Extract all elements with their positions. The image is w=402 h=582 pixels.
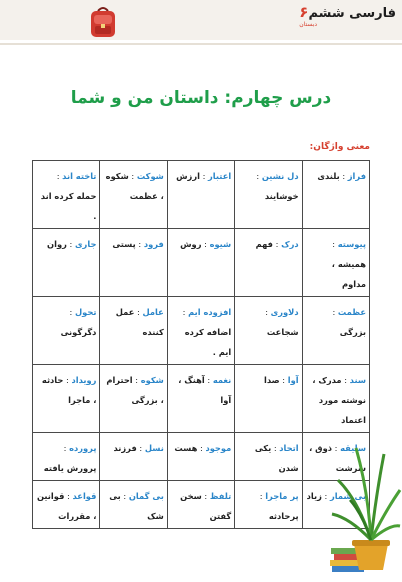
vocab-cell	[100, 481, 167, 529]
vocab-cell	[167, 297, 234, 365]
term-separator: :	[199, 171, 209, 181]
term-separator: :	[136, 443, 145, 453]
vocab-term: نسل	[144, 443, 164, 453]
vocab-cell	[167, 229, 234, 297]
vocab-meaning: روش	[180, 239, 202, 249]
vocab-row	[33, 161, 370, 229]
vocab-meaning: اضافه کرده ایم .	[184, 327, 232, 357]
vocab-term: بی گمان	[128, 491, 164, 501]
vocab-term: بی شمار	[329, 491, 366, 501]
vocabulary-table-body	[33, 161, 370, 529]
vocab-term: آوا	[287, 375, 299, 385]
vocab-term: دل نشین	[261, 171, 299, 181]
vocab-cell	[167, 481, 234, 529]
vocab-meaning: پستی	[112, 239, 136, 249]
vocab-term: افزوده ایم	[188, 307, 232, 317]
vocab-meaning: همیشه ، مداوم	[331, 259, 366, 289]
vocab-term: فرود	[143, 239, 164, 249]
term-separator: :	[63, 375, 72, 385]
potted-plant-illustration	[328, 440, 402, 582]
vocab-cell	[33, 433, 100, 481]
term-separator: :	[135, 239, 144, 249]
vocab-row	[33, 297, 370, 365]
term-separator: :	[331, 443, 341, 453]
vocab-cell	[302, 161, 369, 229]
vocab-meaning: قوانین ، مقررات	[36, 491, 97, 521]
vocab-cell	[100, 297, 167, 365]
vocab-meaning: بلندی	[317, 171, 340, 181]
term-separator: :	[132, 375, 141, 385]
book-logo	[299, 4, 396, 28]
vocab-cell	[100, 229, 167, 297]
vocab-term: نغمه	[212, 375, 232, 385]
vocab-term: دلاوری	[270, 307, 299, 317]
vocab-meaning: ارزش	[176, 171, 200, 181]
vocab-meaning: عمل کننده	[115, 307, 164, 337]
vocab-term: تحول	[74, 307, 97, 317]
vocab-meaning: حمله کرده اند .	[40, 191, 97, 221]
vocab-cell	[302, 365, 369, 433]
logo-prefix: فارسی ششم	[308, 6, 396, 21]
term-separator: :	[332, 239, 338, 249]
school-bag-icon	[88, 5, 118, 39]
vocab-term: عظمت	[337, 307, 366, 317]
header-divider	[0, 43, 402, 45]
vocab-meaning: سخن گفتن	[180, 491, 232, 521]
logo-subtitle: دبستان	[299, 21, 318, 28]
vocab-meaning: فهم	[255, 239, 273, 249]
vocab-cell	[167, 365, 234, 433]
vocab-meaning: آهنگ ، آوا	[178, 375, 232, 405]
vocab-term: شکوه	[140, 375, 164, 385]
vocab-term: اعتبار	[208, 171, 232, 181]
vocabulary-table	[32, 160, 370, 529]
vocab-term: موجود	[205, 443, 232, 453]
term-separator: :	[63, 443, 70, 453]
vocab-meaning: زیاد	[306, 491, 322, 501]
lesson-title: درس چهارم: داستان من و شما	[70, 88, 332, 108]
vocab-meaning: بی شک	[109, 491, 164, 521]
vocab-term: سلیقه	[340, 443, 366, 453]
vocab-term: سند	[349, 375, 366, 385]
logo-number: ۶	[299, 3, 309, 21]
term-separator: :	[271, 443, 280, 453]
vocab-term: اتحاد	[279, 443, 299, 453]
logo-title	[299, 4, 396, 22]
term-separator: :	[69, 307, 75, 317]
vocab-cell	[235, 365, 302, 433]
vocab-meaning: دگرگونی	[60, 327, 97, 337]
vocab-meaning: ذوق ، سرشت	[309, 443, 366, 473]
vocab-cell	[33, 481, 100, 529]
vocab-cell	[235, 161, 302, 229]
vocab-cell	[302, 229, 369, 297]
vocab-section-label: معنی واژگان:	[309, 142, 370, 152]
vocab-term: پر ماجرا	[265, 491, 299, 501]
vocab-meaning: مدرک ، نوشته مورد اعتماد	[312, 375, 366, 425]
vocab-term: پیوسته	[337, 239, 366, 249]
vocab-term: تاخته اند	[62, 171, 97, 181]
vocab-row	[33, 433, 370, 481]
vocab-row	[33, 229, 370, 297]
term-separator: :	[341, 375, 350, 385]
vocab-term: فراز	[347, 171, 366, 181]
term-separator: :	[182, 307, 189, 317]
term-separator: :	[66, 239, 75, 249]
vocab-cell	[167, 433, 234, 481]
term-separator: :	[256, 171, 262, 181]
vocab-term: شیوه	[209, 239, 232, 249]
term-separator: :	[64, 491, 73, 501]
vocab-meaning: احترام ، بزرگی	[106, 375, 164, 405]
vocab-cell	[235, 297, 302, 365]
term-separator: :	[120, 491, 129, 501]
vocab-meaning: هست	[174, 443, 198, 453]
vocab-meaning: شکوه ، عظمت	[105, 171, 164, 201]
vocab-term: درک	[281, 239, 299, 249]
vocab-row	[33, 365, 370, 433]
term-separator: :	[265, 307, 271, 317]
term-separator: :	[204, 375, 213, 385]
vocab-meaning: حادثه ، ماجرا	[41, 375, 97, 405]
vocab-cell	[167, 161, 234, 229]
vocab-term: پرورده	[69, 443, 97, 453]
vocab-meaning: بزرگی	[339, 327, 366, 337]
term-separator: :	[56, 171, 63, 181]
term-separator: :	[339, 171, 348, 181]
vocab-cell	[33, 161, 100, 229]
vocab-meaning: شجاعت	[266, 327, 299, 337]
vocab-cell	[33, 229, 100, 297]
term-separator: :	[259, 491, 266, 501]
term-separator: :	[128, 171, 137, 181]
vocab-meaning: پرحادثه	[268, 511, 299, 521]
vocab-term: تلفظ	[209, 491, 232, 501]
vocab-cell	[235, 433, 302, 481]
vocab-term: شوکت	[136, 171, 164, 181]
vocab-cell	[33, 297, 100, 365]
vocab-row	[33, 481, 370, 529]
term-separator: :	[279, 375, 288, 385]
vocab-meaning: خوشایند	[264, 191, 299, 201]
vocab-term: قواعد	[72, 491, 97, 501]
vocab-term: رویداد	[71, 375, 97, 385]
vocab-meaning: فرزند	[113, 443, 137, 453]
vocab-cell	[100, 365, 167, 433]
term-separator: :	[197, 443, 206, 453]
vocab-cell	[33, 365, 100, 433]
vocab-meaning: پرورش یافته	[43, 463, 97, 473]
term-separator: :	[332, 307, 338, 317]
vocab-meaning: یکی شدن	[254, 443, 299, 473]
vocab-meaning: روان	[47, 239, 67, 249]
vocab-cell	[235, 229, 302, 297]
term-separator: :	[134, 307, 143, 317]
term-separator: :	[321, 491, 330, 501]
term-separator: :	[201, 491, 210, 501]
term-separator: :	[201, 239, 210, 249]
vocab-term: عامل	[142, 307, 164, 317]
vocab-cell	[302, 297, 369, 365]
vocab-cell	[100, 433, 167, 481]
vocab-cell	[100, 161, 167, 229]
vocab-meaning: صدا	[264, 375, 280, 385]
vocab-term: جاری	[74, 239, 97, 249]
term-separator: :	[273, 239, 282, 249]
vocab-cell	[235, 481, 302, 529]
